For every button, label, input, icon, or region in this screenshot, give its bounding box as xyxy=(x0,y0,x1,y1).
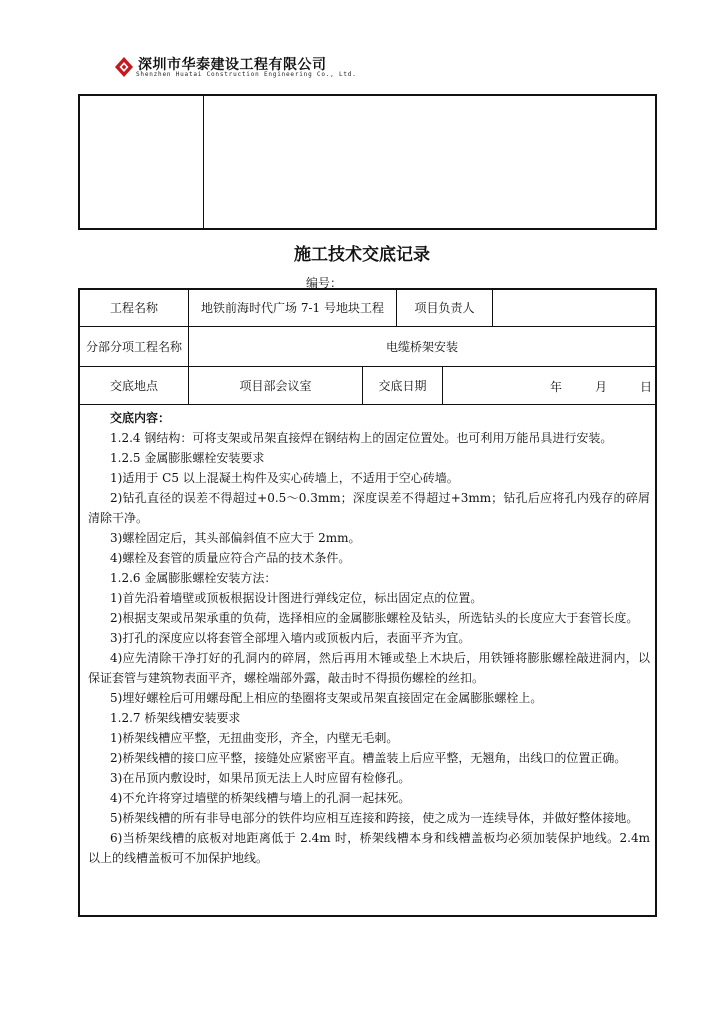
content-paragraph: 4)不允许将穿过墙壁的桥架线槽与墙上的孔洞一起抹死。 xyxy=(110,791,411,805)
subproject-label: 分部分项工程名称 xyxy=(85,339,182,354)
content-paragraph: 1.2.6 金属膨胀螺栓安装方法： xyxy=(110,571,277,585)
manager-label: 项目负责人 xyxy=(414,301,475,315)
date-label: 交底日期 xyxy=(378,378,427,393)
content-paragraph: 4)螺栓及套管的质量应符合产品的技术条件。 xyxy=(110,551,351,565)
page-title: 施工技术交底记录 xyxy=(294,245,430,265)
content-paragraph: 6)当桥架线槽的底板对地距离低于 2.4m 时，桥架线槽本身和线槽盖板均必须加装保护地线。2.4m 以上的线槽盖板可不加保护地线。 xyxy=(88,831,650,865)
content-paragraph: 4)应先清除干净打好的孔洞内的碎屑，然后再用木锤或垫上木块后，用铁锤将膨胀螺栓敲进洞内，以保证套管与建筑物表面平齐，螺栓端部外露，敲击时不得损伤螺栓的丝扣。 xyxy=(88,651,650,685)
date-month: 月 xyxy=(595,380,608,394)
content-paragraph: 3)在吊顶内敷设时，如果吊顶无法上人时应留有检修孔。 xyxy=(110,771,411,785)
project-name-label: 工程名称 xyxy=(109,301,158,315)
company-name-cn: 深圳市华泰建设工程有限公司 xyxy=(138,57,327,73)
date-day: 日 xyxy=(640,380,653,394)
content-paragraph: 2)根据支架或吊架承重的负荷，选择相应的金属膨胀螺栓及钻头，所选钻头的长度应大于套管长度。 xyxy=(110,611,639,625)
content-paragraph: 3)螺栓固定后，其头部偏斜值不应大于 2mm。 xyxy=(110,531,361,545)
top-blank-box xyxy=(78,94,657,230)
content-paragraph: 1.2.7 桥架线槽安装要求 xyxy=(110,711,241,725)
diamond-logo-icon xyxy=(114,56,134,78)
content-paragraph: 1.2.4 钢结构：可将支架或吊架直接焊在钢结构上的固定位置处。也可利用万能吊具进行安装。 xyxy=(110,431,613,445)
project-name-value: 地铁前海时代广场 7-1 号地块工程 xyxy=(201,301,384,315)
content-paragraph: 1.2.5 金属膨胀螺栓安装要求 xyxy=(110,451,265,465)
number-label: 编号： xyxy=(306,276,343,290)
disclosure-content xyxy=(88,408,650,868)
disclosure-form xyxy=(78,288,657,917)
company-name-en: Shenzhen Huatai Construction Engineering Co., Ltd. xyxy=(136,71,357,78)
content-paragraph: 1)桥架线槽应平整，无扭曲变形，齐全，内壁无毛刺。 xyxy=(110,731,399,745)
row-divider xyxy=(80,404,655,405)
content-heading: 交底内容： xyxy=(110,411,171,425)
content-paragraph: 2)钻孔直径的误差不得超过+0.5～0.3mm；深度误差不得超过+3mm；钻孔后应将孔内残存的碎屑清除干净。 xyxy=(88,491,650,525)
content-paragraph: 2)桥架线槽的接口应平整，接缝处应紧密平直。槽盖装上后应平整，无翘角，出线口的位置正确。 xyxy=(110,751,627,765)
location-label: 交底地点 xyxy=(109,378,158,393)
date-year: 年 xyxy=(550,380,563,394)
col-divider xyxy=(442,366,443,404)
content-paragraph: 5)桥架线槽的所有非导电部分的铁件均应相互连接和跨接，使之成为一连续导体，并做好整体接地。 xyxy=(110,811,639,825)
company-logo xyxy=(114,54,374,82)
subproject-value: 电缆桥架安装 xyxy=(385,339,458,354)
location-value: 项目部会议室 xyxy=(239,378,312,393)
content-paragraph: 1)首先沿着墙壁或顶板根据设计图进行弹线定位，标出固定点的位置。 xyxy=(110,591,483,605)
content-paragraph: 3)打孔的深度应以将套管全部埋入墙内或顶板内后，表面平齐为宜。 xyxy=(110,631,471,645)
top-box-divider xyxy=(203,96,204,228)
content-paragraph: 5)埋好螺栓后可用螺母配上相应的垫圈将支架或吊架直接固定在金属膨胀螺栓上。 xyxy=(110,691,543,705)
content-paragraph: 1)适用于 C5 以上混凝土构件及实心砖墙上，不适用于空心砖墙。 xyxy=(110,471,459,485)
manager-value xyxy=(493,290,655,326)
